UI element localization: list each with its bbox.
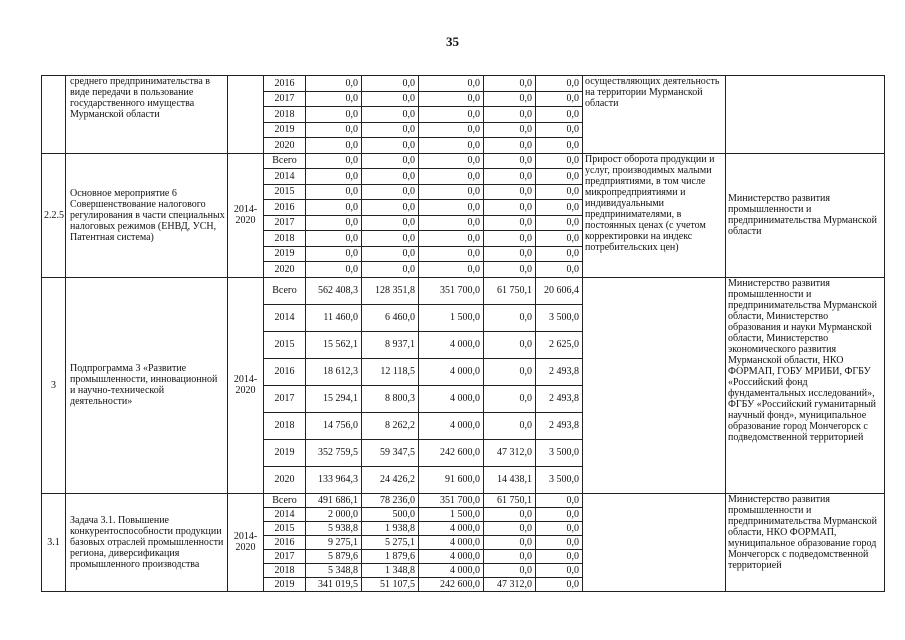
table-row: [42, 277, 885, 304]
regional-budget: 12 118,5: [362, 358, 419, 385]
local-budget: 61 750,1: [484, 493, 536, 507]
regional-budget: 8 262,2: [362, 412, 419, 439]
year-cell: Всего: [264, 277, 306, 304]
table-row: [42, 76, 885, 92]
executor: Министерство развития промышленности и предпринимательства Мурманской области, Министерство образования и науки Мурманской области, Министерство экономического развития Мурманской области, НКО ФОРМАП, ГОБУ МРИБИ, ФГБУ «Российский фонд фундаментальных исследований», ФГБУ «Российский гуманитарный научный фонд», муниципальное образование город Мончегорск с подведомственной территорией: [726, 277, 885, 493]
extra-budget: 0,0: [536, 246, 583, 262]
local-budget: 0,0: [484, 215, 536, 231]
year-cell: 2015: [264, 521, 306, 535]
regional-budget: 0,0: [362, 184, 419, 200]
total-amount: 14 756,0: [306, 412, 362, 439]
total-amount: 0,0: [306, 76, 362, 92]
regional-budget: 24 426,2: [362, 466, 419, 493]
year-cell: 2019: [264, 439, 306, 466]
year-cell: 2014: [264, 507, 306, 521]
local-budget: 14 438,1: [484, 466, 536, 493]
extra-budget: 2 493,8: [536, 358, 583, 385]
extra-budget: 0,0: [536, 535, 583, 549]
regional-budget: 0,0: [362, 153, 419, 169]
local-budget: 0,0: [484, 169, 536, 185]
local-budget: 61 750,1: [484, 277, 536, 304]
federal-budget: 242 600,0: [419, 577, 484, 591]
year-cell: 2017: [264, 549, 306, 563]
federal-budget: 0,0: [419, 122, 484, 138]
total-amount: 0,0: [306, 262, 362, 278]
extra-budget: 0,0: [536, 215, 583, 231]
year-cell: 2016: [264, 76, 306, 92]
federal-budget: 0,0: [419, 231, 484, 247]
indicator: Прирост оборота продукции и услуг, производимых малыми предприятиями, в том числе микропредприятиями и индивидуальными предпринимателями, в постоянных ценах (с учетом корректировки на индекс потребительских цен): [583, 153, 726, 277]
total-amount: 0,0: [306, 91, 362, 107]
regional-budget: 0,0: [362, 231, 419, 247]
extra-budget: 0,0: [536, 563, 583, 577]
year-cell: 2015: [264, 331, 306, 358]
year-cell: 2018: [264, 231, 306, 247]
extra-budget: 0,0: [536, 577, 583, 591]
regional-budget: 0,0: [362, 107, 419, 123]
local-budget: 0,0: [484, 184, 536, 200]
total-amount: 15 562,1: [306, 331, 362, 358]
federal-budget: 4 000,0: [419, 563, 484, 577]
federal-budget: 4 000,0: [419, 521, 484, 535]
federal-budget: 4 000,0: [419, 412, 484, 439]
local-budget: 0,0: [484, 231, 536, 247]
local-budget: 0,0: [484, 507, 536, 521]
regional-budget: 8 800,3: [362, 385, 419, 412]
extra-budget: 0,0: [536, 231, 583, 247]
total-amount: 341 019,5: [306, 577, 362, 591]
local-budget: 0,0: [484, 304, 536, 331]
total-amount: 0,0: [306, 215, 362, 231]
year-cell: 2014: [264, 304, 306, 331]
extra-budget: 0,0: [536, 200, 583, 216]
table-row: [42, 493, 885, 507]
extra-budget: 0,0: [536, 169, 583, 185]
local-budget: 0,0: [484, 331, 536, 358]
local-budget: 0,0: [484, 358, 536, 385]
extra-budget: 0,0: [536, 549, 583, 563]
year-cell: 2017: [264, 91, 306, 107]
year-cell: 2020: [264, 262, 306, 278]
total-amount: 0,0: [306, 169, 362, 185]
extra-budget: 0,0: [536, 507, 583, 521]
total-amount: 0,0: [306, 153, 362, 169]
year-cell: 2019: [264, 122, 306, 138]
regional-budget: 1 879,6: [362, 549, 419, 563]
local-budget: 47 312,0: [484, 439, 536, 466]
extra-budget: 0,0: [536, 122, 583, 138]
total-amount: 562 408,3: [306, 277, 362, 304]
year-cell: 2018: [264, 563, 306, 577]
measure-name: Основное мероприятие 6 Совершенствование налогового регулирования в части специальных налоговых режимов (ЕНВД, УСН, Патентная система): [66, 153, 228, 277]
federal-budget: 4 000,0: [419, 549, 484, 563]
total-amount: 15 294,1: [306, 385, 362, 412]
period: 2014-2020: [228, 153, 264, 277]
regional-budget: 6 460,0: [362, 304, 419, 331]
regional-budget: 128 351,8: [362, 277, 419, 304]
year-cell: 2016: [264, 358, 306, 385]
extra-budget: 0,0: [536, 107, 583, 123]
federal-budget: 1 500,0: [419, 507, 484, 521]
local-budget: 0,0: [484, 385, 536, 412]
table-row: [42, 153, 885, 169]
federal-budget: 0,0: [419, 184, 484, 200]
regional-budget: 78 236,0: [362, 493, 419, 507]
regional-budget: 0,0: [362, 262, 419, 278]
regional-budget: 500,0: [362, 507, 419, 521]
federal-budget: 4 000,0: [419, 331, 484, 358]
total-amount: 0,0: [306, 200, 362, 216]
regional-budget: 0,0: [362, 215, 419, 231]
regional-budget: 0,0: [362, 200, 419, 216]
total-amount: 5 348,8: [306, 563, 362, 577]
year-cell: 2020: [264, 466, 306, 493]
extra-budget: 3 500,0: [536, 439, 583, 466]
measure-name: Подпрограмма 3 «Развитие промышленности, инновационной и научно-технической деятельности»: [66, 277, 228, 493]
extra-budget: 2 493,8: [536, 385, 583, 412]
federal-budget: 0,0: [419, 169, 484, 185]
total-amount: 5 879,6: [306, 549, 362, 563]
total-amount: 9 275,1: [306, 535, 362, 549]
federal-budget: 0,0: [419, 262, 484, 278]
year-cell: 2019: [264, 246, 306, 262]
regional-budget: 0,0: [362, 76, 419, 92]
regional-budget: 8 937,1: [362, 331, 419, 358]
measure-name: среднего предпринимательства в виде передачи в пользование государственного имущества Мурманской области: [66, 76, 228, 154]
year-cell: 2016: [264, 200, 306, 216]
local-budget: 0,0: [484, 76, 536, 92]
extra-budget: 0,0: [536, 262, 583, 278]
extra-budget: 0,0: [536, 184, 583, 200]
federal-budget: 0,0: [419, 215, 484, 231]
federal-budget: 4 000,0: [419, 535, 484, 549]
extra-budget: 0,0: [536, 493, 583, 507]
period: [228, 76, 264, 154]
year-cell: 2014: [264, 169, 306, 185]
extra-budget: 0,0: [536, 91, 583, 107]
extra-budget: 2 493,8: [536, 412, 583, 439]
local-budget: 47 312,0: [484, 577, 536, 591]
row-code: 3.1: [42, 493, 66, 591]
local-budget: 0,0: [484, 549, 536, 563]
executor: [726, 76, 885, 154]
year-cell: Всего: [264, 153, 306, 169]
year-cell: 2020: [264, 138, 306, 154]
extra-budget: 0,0: [536, 138, 583, 154]
indicator: осуществляющих деятельность на территории Мурманской области: [583, 76, 726, 154]
regional-budget: 0,0: [362, 169, 419, 185]
local-budget: 0,0: [484, 563, 536, 577]
measure-name: Задача 3.1. Повышение конкурентоспособности продукции базовых отраслей промышленности региона, диверсификация промышленного производства: [66, 493, 228, 591]
indicator: [583, 277, 726, 493]
year-cell: 2015: [264, 184, 306, 200]
year-cell: 2017: [264, 215, 306, 231]
regional-budget: 0,0: [362, 91, 419, 107]
table-body: [42, 76, 885, 592]
extra-budget: 3 500,0: [536, 304, 583, 331]
row-code: [42, 76, 66, 154]
local-budget: 0,0: [484, 262, 536, 278]
total-amount: 491 686,1: [306, 493, 362, 507]
row-code: 2.2.5: [42, 153, 66, 277]
total-amount: 0,0: [306, 122, 362, 138]
local-budget: 0,0: [484, 138, 536, 154]
federal-budget: 4 000,0: [419, 385, 484, 412]
extra-budget: 2 625,0: [536, 331, 583, 358]
year-cell: 2019: [264, 577, 306, 591]
period: 2014-2020: [228, 277, 264, 493]
regional-budget: 59 347,5: [362, 439, 419, 466]
extra-budget: 3 500,0: [536, 466, 583, 493]
total-amount: 133 964,3: [306, 466, 362, 493]
executor: Министерство развития промышленности и предпринимательства Мурманской области, НКО ФОРМАП, муниципальное образование город Мончегорск с подведомственной территорией: [726, 493, 885, 591]
total-amount: 11 460,0: [306, 304, 362, 331]
period: 2014-2020: [228, 493, 264, 591]
total-amount: 0,0: [306, 246, 362, 262]
year-cell: 2017: [264, 385, 306, 412]
federal-budget: 0,0: [419, 107, 484, 123]
federal-budget: 351 700,0: [419, 277, 484, 304]
federal-budget: 351 700,0: [419, 493, 484, 507]
year-cell: 2018: [264, 412, 306, 439]
federal-budget: 0,0: [419, 76, 484, 92]
extra-budget: 0,0: [536, 521, 583, 535]
total-amount: 2 000,0: [306, 507, 362, 521]
local-budget: 0,0: [484, 200, 536, 216]
year-cell: 2018: [264, 107, 306, 123]
total-amount: 0,0: [306, 138, 362, 154]
local-budget: 0,0: [484, 153, 536, 169]
year-cell: Всего: [264, 493, 306, 507]
federal-budget: 0,0: [419, 153, 484, 169]
regional-budget: 0,0: [362, 138, 419, 154]
federal-budget: 242 600,0: [419, 439, 484, 466]
regional-budget: 0,0: [362, 246, 419, 262]
local-budget: 0,0: [484, 535, 536, 549]
indicator: [583, 493, 726, 591]
federal-budget: 0,0: [419, 91, 484, 107]
total-amount: 0,0: [306, 231, 362, 247]
local-budget: 0,0: [484, 412, 536, 439]
local-budget: 0,0: [484, 91, 536, 107]
extra-budget: 20 606,4: [536, 277, 583, 304]
year-cell: 2016: [264, 535, 306, 549]
total-amount: 0,0: [306, 107, 362, 123]
row-code: 3: [42, 277, 66, 493]
federal-budget: 0,0: [419, 200, 484, 216]
program-budget-table: [41, 75, 885, 592]
executor: Министерство развития промышленности и предпринимательства Мурманской области: [726, 153, 885, 277]
regional-budget: 51 107,5: [362, 577, 419, 591]
local-budget: 0,0: [484, 521, 536, 535]
total-amount: 352 759,5: [306, 439, 362, 466]
extra-budget: 0,0: [536, 153, 583, 169]
regional-budget: 0,0: [362, 122, 419, 138]
extra-budget: 0,0: [536, 76, 583, 92]
total-amount: 5 938,8: [306, 521, 362, 535]
page-number: 35: [446, 34, 459, 49]
federal-budget: 91 600,0: [419, 466, 484, 493]
federal-budget: 4 000,0: [419, 358, 484, 385]
regional-budget: 1 348,8: [362, 563, 419, 577]
total-amount: 18 612,3: [306, 358, 362, 385]
federal-budget: 1 500,0: [419, 304, 484, 331]
regional-budget: 5 275,1: [362, 535, 419, 549]
local-budget: 0,0: [484, 246, 536, 262]
federal-budget: 0,0: [419, 138, 484, 154]
total-amount: 0,0: [306, 184, 362, 200]
federal-budget: 0,0: [419, 246, 484, 262]
regional-budget: 1 938,8: [362, 521, 419, 535]
local-budget: 0,0: [484, 122, 536, 138]
local-budget: 0,0: [484, 107, 536, 123]
